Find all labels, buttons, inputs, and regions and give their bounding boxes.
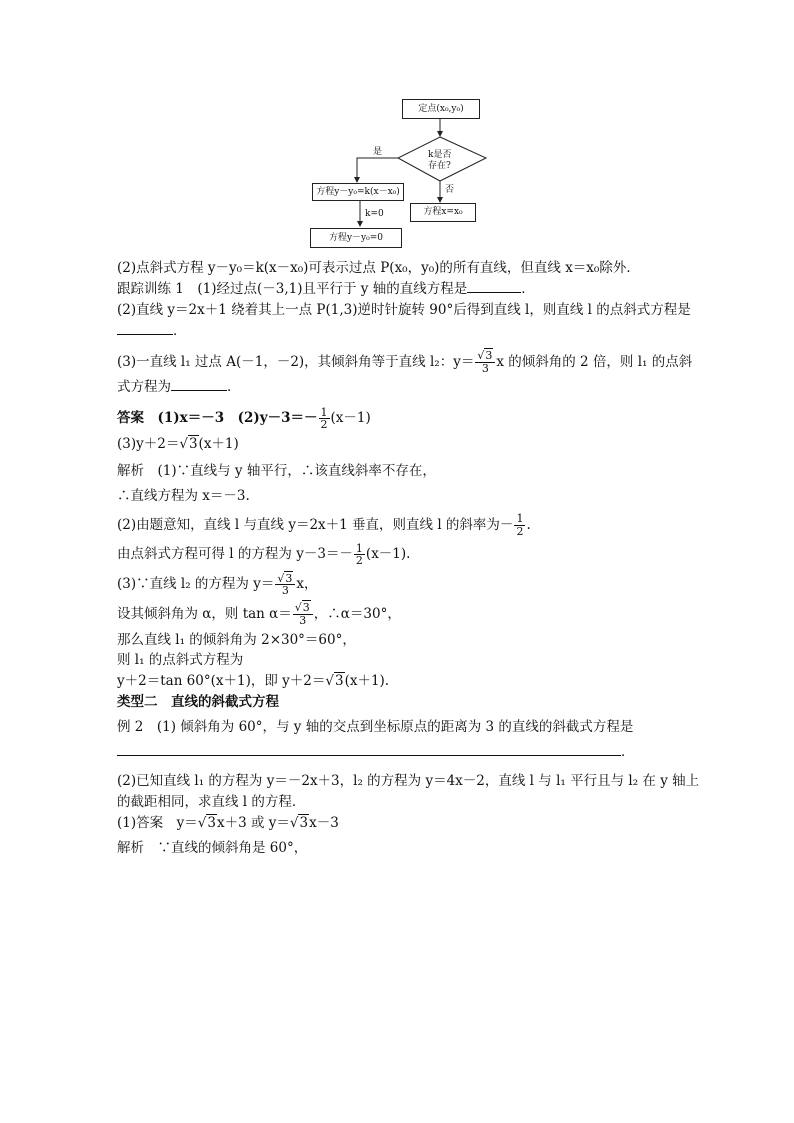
sqrt-radicand: 3	[334, 673, 344, 690]
solution-6-text: 设其倾斜角为 α，则 tan α＝	[117, 605, 292, 622]
solution-4-text: 由点斜式方程可得 l 的方程为 y－3＝－	[117, 546, 353, 563]
solution-3-text: (2)由题意知，直线 l 与直线 y＝2x＋1 垂直，则直线 l 的斜率为－	[117, 516, 514, 533]
flow-bottom-box: 方程y－y₀=0	[310, 228, 402, 248]
flowchart-lines	[0, 0, 794, 260]
solution-line-6	[117, 600, 687, 630]
flow-start-box: 定点(x₀,y₀)	[402, 99, 480, 119]
fraction-one-half	[319, 407, 330, 431]
denominator: 2	[516, 524, 524, 538]
solution-5-text: (3)∵直线 l₂ 的方程为 y＝	[117, 576, 275, 593]
solution-4-tail: (x－1).	[365, 546, 411, 563]
fraction-sqrt3-over-3	[275, 573, 295, 597]
solution-line-8: 则 l₁ 的点斜式方程为	[117, 652, 244, 669]
answer-3-text-b: x＋3 或 y＝	[216, 814, 290, 831]
answer-line-2	[117, 434, 687, 455]
flow-decision-text-2: 存在?	[428, 161, 451, 171]
answer-1-text: 答案 (1)x＝－3 (2)y－3＝－	[117, 410, 318, 427]
solution-line-4	[117, 540, 687, 570]
denominator: 2	[320, 418, 328, 432]
solution-line-1: 解析 (1)∵直线与 y 轴平行，∴该直线斜率不存在，	[117, 462, 436, 479]
flow-no-label: 否	[445, 185, 455, 195]
solution-line-7: 那么直线 l₁ 的倾斜角为 2×30°＝60°，	[117, 631, 356, 648]
example-2-part-1: 例 2 (1) 倾斜角为 60°，与 y 轴的交点到坐标原点的距离为 3 的直线的斜截式方程是	[117, 719, 634, 736]
sqrt-3	[179, 434, 198, 455]
flowchart	[0, 0, 794, 260]
solution-6-tail: ，∴α＝30°，	[313, 605, 401, 622]
sqrt-sign: √	[289, 814, 299, 831]
period: ．	[227, 379, 241, 396]
note-paragraph: (2)点斜式方程 y－y₀＝k(x－x₀)可表示过点 P(x₀，y₀)的所有直线，但直线 x＝x₀除外．	[117, 260, 640, 276]
denominator: 2	[355, 554, 363, 568]
answer-line-1	[117, 404, 687, 434]
flow-right-box: 方程x=x₀	[410, 203, 476, 222]
track-q3-text-a: (3)一直线 l₁ 过点 A(－1，－2)，其倾斜角等于直线 l₂：y＝	[117, 353, 475, 370]
solution-line-5	[117, 570, 687, 600]
sqrt-sign: √	[294, 601, 302, 615]
sqrt-3	[290, 813, 309, 834]
solution-line-2: ∴直线方程为 x＝－3.	[117, 487, 250, 504]
sqrt-radicand: 3	[285, 571, 293, 585]
sqrt-radicand: 3	[188, 435, 198, 452]
example-2-part-2-line-1: (2)已知直线 l₁ 的方程为 y＝－2x＋3，l₂ 的方程为 y＝4x－2，直线 l 与 l₁ 平行且与 l₂ 在 y 轴上	[117, 773, 700, 790]
answer-1-tail: (x－1)	[330, 410, 371, 427]
answer-blank	[117, 743, 621, 756]
sqrt-sign: √	[325, 673, 334, 690]
example-2-blank-line	[117, 742, 687, 763]
track-question-3	[117, 348, 693, 378]
period: ．	[521, 280, 535, 297]
fraction-sqrt3-over-3	[475, 350, 495, 374]
sqrt-3	[325, 671, 344, 692]
numerator: 1	[355, 541, 363, 555]
track-question-1	[117, 279, 687, 300]
answer-2-tail: (x＋1)	[198, 435, 239, 452]
sqrt-sign: √	[477, 349, 485, 363]
period: ．	[621, 744, 635, 761]
example-2-part-2-line-2: 的截距相同，求直线 l 的方程．	[117, 793, 306, 810]
denominator: 3	[281, 584, 289, 598]
track-question-2-blank-line	[117, 321, 687, 342]
sqrt-sign: √	[179, 435, 188, 452]
flow-left-box: 方程y－y₀=k(x－x₀)	[312, 183, 404, 201]
solution-9-tail: (x＋1).	[344, 673, 390, 690]
solution-line-3	[117, 511, 687, 541]
track-q3-text-b: x 的倾斜角的 2 倍，则 l₁ 的点斜	[496, 353, 693, 370]
solution-9-text: y＋2＝tan 60°(x＋1)，即 y＋2＝	[117, 673, 326, 690]
flow-k-zero-label: k=0	[365, 209, 384, 219]
solution-line-10: 解析 ∵直线的倾斜角是 60°，	[117, 839, 308, 856]
track-q1-text: 跟踪训练 1 (1)经过点(－3,1)且平行于 y 轴的直线方程是	[117, 280, 468, 297]
period: ．	[173, 322, 187, 339]
answer-2-text: (3)y＋2＝	[117, 435, 180, 452]
fraction-one-half	[354, 543, 365, 567]
sqrt-radicand: 3	[299, 814, 309, 831]
numerator: 1	[320, 405, 328, 419]
answer-line-3	[117, 813, 687, 834]
document-body	[117, 258, 700, 859]
answer-blank	[467, 280, 521, 293]
denominator: 3	[299, 613, 307, 627]
track-q3-text-c: 式方程为	[117, 379, 171, 396]
answer-3-text-a: (1)答案 y＝	[117, 814, 198, 831]
sqrt-radicand: 3	[485, 349, 493, 363]
flow-yes-label: 是	[373, 147, 383, 157]
solution-3-tail: .	[526, 516, 531, 533]
sqrt-3	[198, 813, 217, 834]
section-heading-type2: 类型二 直线的斜截式方程	[117, 694, 279, 711]
sqrt-radicand: 3	[207, 814, 216, 831]
answer-blank	[117, 322, 173, 335]
solution-5-tail: x，	[296, 576, 318, 593]
numerator: 1	[516, 512, 524, 526]
denominator: 3	[481, 361, 489, 375]
fraction-one-half	[514, 513, 525, 537]
flow-decision-text-1: k是否	[428, 150, 452, 160]
answer-3-text-c: x－3	[309, 814, 339, 831]
sqrt-sign: √	[197, 814, 207, 831]
sqrt-radicand: 3	[302, 601, 310, 615]
sqrt-sign: √	[277, 571, 285, 585]
answer-blank	[171, 378, 227, 391]
track-question-3-cont	[117, 377, 687, 398]
fraction-sqrt3-over-3	[293, 602, 313, 626]
track-question-2: (2)直线 y＝2x＋1 绕着其上一点 P(1,3)逆时针旋转 90°后得到直线 l，则直线 l 的点斜式方程是	[117, 301, 691, 318]
solution-line-9	[117, 671, 687, 692]
